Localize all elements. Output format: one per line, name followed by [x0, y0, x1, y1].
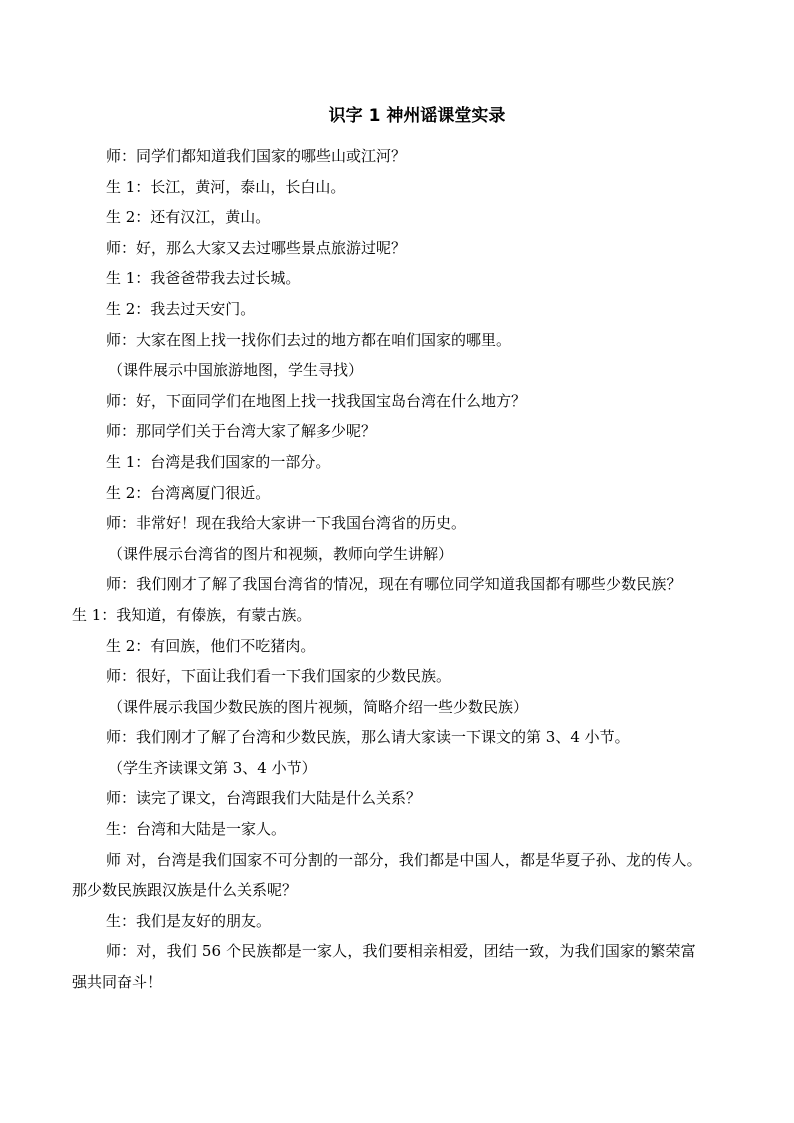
paragraph: 师：对，我们 56 个民族都是一家人，我们要相亲相爱，团结一致，为我们国家的繁荣富: [106, 942, 696, 961]
document-title: 识字 1 神州谣课堂实录: [328, 106, 506, 126]
paragraph: 师：同学们都知道我们国家的哪些山或江河？: [106, 147, 407, 165]
paragraph: 师：大家在图上找一找你们去过的地方都在咱们国家的哪里。: [106, 330, 512, 349]
paragraph: 师：很好，下面让我们看一下我们国家的少数民族。: [106, 667, 452, 686]
paragraph: 强共同奋斗！: [72, 973, 163, 992]
paragraph: 师：读完了课文，台湾跟我们大陆是什么关系？: [106, 789, 422, 808]
paragraph: 生 2：还有汉江，黄山。: [106, 208, 271, 227]
paragraph: 生：台湾和大陆是一家人。: [106, 820, 287, 839]
paragraph: 师 对，台湾是我们国家不可分割的一部分，我们都是中国人，都是华夏子孙、龙的传人。: [106, 850, 702, 869]
paragraph: 生 2：台湾离厦门很近。: [106, 483, 271, 502]
paragraph: 生：我们是友好的朋友。: [106, 911, 272, 930]
paragraph: （课件展示我国少数民族的图片视频，简略介绍一些少数民族）: [108, 697, 529, 716]
paragraph: 生 2：有回族，他们不吃猪肉。: [106, 636, 316, 655]
paragraph: （课件展示台湾省的图片和视频，教师向学生讲解）: [108, 544, 454, 563]
paragraph: 生 1：长江，黄河，泰山，长白山。: [106, 177, 346, 196]
paragraph: 师：好，下面同学们在地图上找一找我国宝岛台湾在什么地方？: [106, 391, 527, 410]
paragraph: 师：非常好！现在我给大家讲一下我国台湾省的历史。: [106, 514, 467, 533]
paragraph: （学生齐读课文第 3、4 小节）: [108, 758, 317, 777]
document-body: [72, 141, 728, 998]
paragraph: 生 1：我知道，有傣族，有蒙古族。: [72, 605, 312, 624]
paragraph: 师：那同学们关于台湾大家了解多少呢？: [106, 422, 377, 441]
paragraph: 那少数民族跟汉族是什么关系呢？: [72, 881, 298, 900]
paragraph: 生 1：台湾是我们国家的一部分。: [106, 452, 331, 471]
paragraph: 师：我们刚才了解了我国台湾省的情况，现在有哪位同学知道我国都有哪些少数民族？: [106, 575, 682, 594]
paragraph: 师：好，那么大家又去过哪些景点旅游过呢？: [106, 238, 407, 257]
paragraph: 生 1：我爸爸带我去过长城。: [106, 269, 301, 288]
paragraph: 生 2：我去过天安门。: [106, 299, 256, 318]
paragraph: 师：我们刚才了解了台湾和少数民族，那么请大家读一下课文的第 3、4 小节。: [106, 728, 630, 747]
paragraph: （课件展示中国旅游地图，学生寻找）: [108, 361, 364, 380]
